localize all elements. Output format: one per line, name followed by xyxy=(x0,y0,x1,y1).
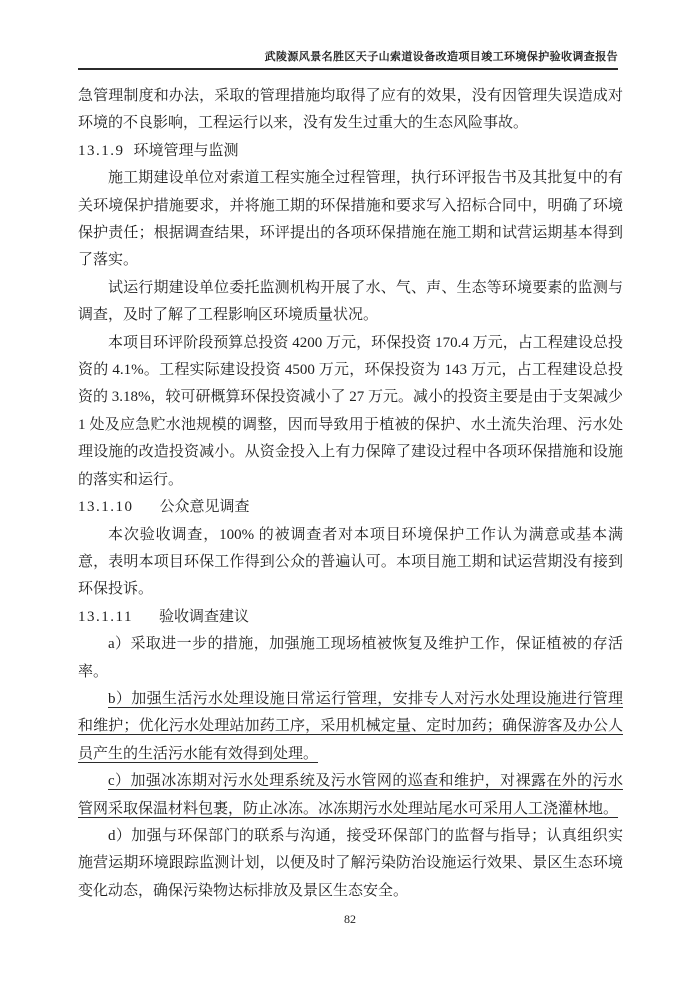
para-construction-management: 施工期建设单位对索道工程实施全过程管理，执行环评报告书及其批复中的有关环境保护措施要求，并将施工期的环保措施和要求写入招标合同中，明确了环境保护责任；根据调查结果，环评提出的各项环保措施在施工期和试营运期基本得到了落实。 xyxy=(78,170,623,269)
page-number: 82 xyxy=(344,912,356,926)
section-number: 13.1.9 xyxy=(78,142,125,159)
section-title: 环境管理与监测 xyxy=(133,142,239,159)
section-heading-13-1-9 xyxy=(78,138,623,165)
suggestion-item-c: c）加强冰冻期对污水处理系统及污水管网的巡查和维护，对裸露在外的污水管网采取保温材料包裹，防止冰冻。冰冻期污水处理站尾水可采用人工浇灌林地。 xyxy=(78,773,623,817)
suggestion-item-b: b）加强生活污水处理设施日常运行管理，安排专人对污水处理设施进行管理和维护；优化污水处理站加药工序，采用机械定量、定时加药；确保游客及办公人员产生的生活污水能有效得到处理。 xyxy=(78,690,623,762)
section-heading-13-1-10 xyxy=(78,494,623,521)
para-public-opinion: 本次验收调查，100% 的被调查者对本项目环境保护工作认为满意或基本满意，表明本项目环保工作得到公众的普遍认可。本项目施工期和试运营期没有接到环保投诉。 xyxy=(78,526,623,598)
section-title: 验收调查建议 xyxy=(158,608,249,625)
para-investment: 本项目环评阶段预算总投资 4200 万元，环保投资 170.4 万元，占工程建设总投资的 4.1%。工程实际建设投资 4500 万元，环保投资为 143 万元，占工程建设总投资的 3.18%，较可研概算环保投资减小了 27 万元。减小的投资主要是由于支架减少 1 处及应急贮水池规模的调整，因而导致用于植被的保护、水土流失治理、污水处理设施的改造投资减小。从资金投入上有力保障了建设过程中各项环保措施和设施的落实和运行。 xyxy=(78,334,623,488)
section-title: 公众意见调查 xyxy=(159,499,250,516)
header-rule xyxy=(78,68,618,70)
section-number: 13.1.11 xyxy=(78,608,133,625)
suggestion-item-a: a）采取进一步的措施，加强施工现场植被恢复及维护工作，保证植被的存活率。 xyxy=(78,636,623,680)
section-number: 13.1.10 xyxy=(78,499,134,516)
section-heading-13-1-11 xyxy=(78,604,623,631)
suggestion-item-d: d）加强与环保部门的联系与沟通，接受环保部门的监督与指导；认真组织实施营运期环境跟踪监测计划，以便及时了解污染防治设施运行效果、景区生态环境变化动态，确保污染物达标排放及景区生态安全。 xyxy=(78,827,623,899)
body-text xyxy=(78,83,623,905)
para-continuation: 急管理制度和办法，采取的管理措施均取得了应有的效果，没有因管理失误造成对环境的不良影响，工程运行以来，没有发生过重大的生态风险事故。 xyxy=(78,88,623,132)
para-trial-monitoring: 试运行期建设单位委托监测机构开展了水、气、声、生态等环境要素的监测与调查，及时了解了工程影响区环境质量状况。 xyxy=(78,279,623,324)
running-header: 武陵源风景名胜区天子山索道设备改造项目竣工环境保护验收调查报告 xyxy=(264,51,618,63)
